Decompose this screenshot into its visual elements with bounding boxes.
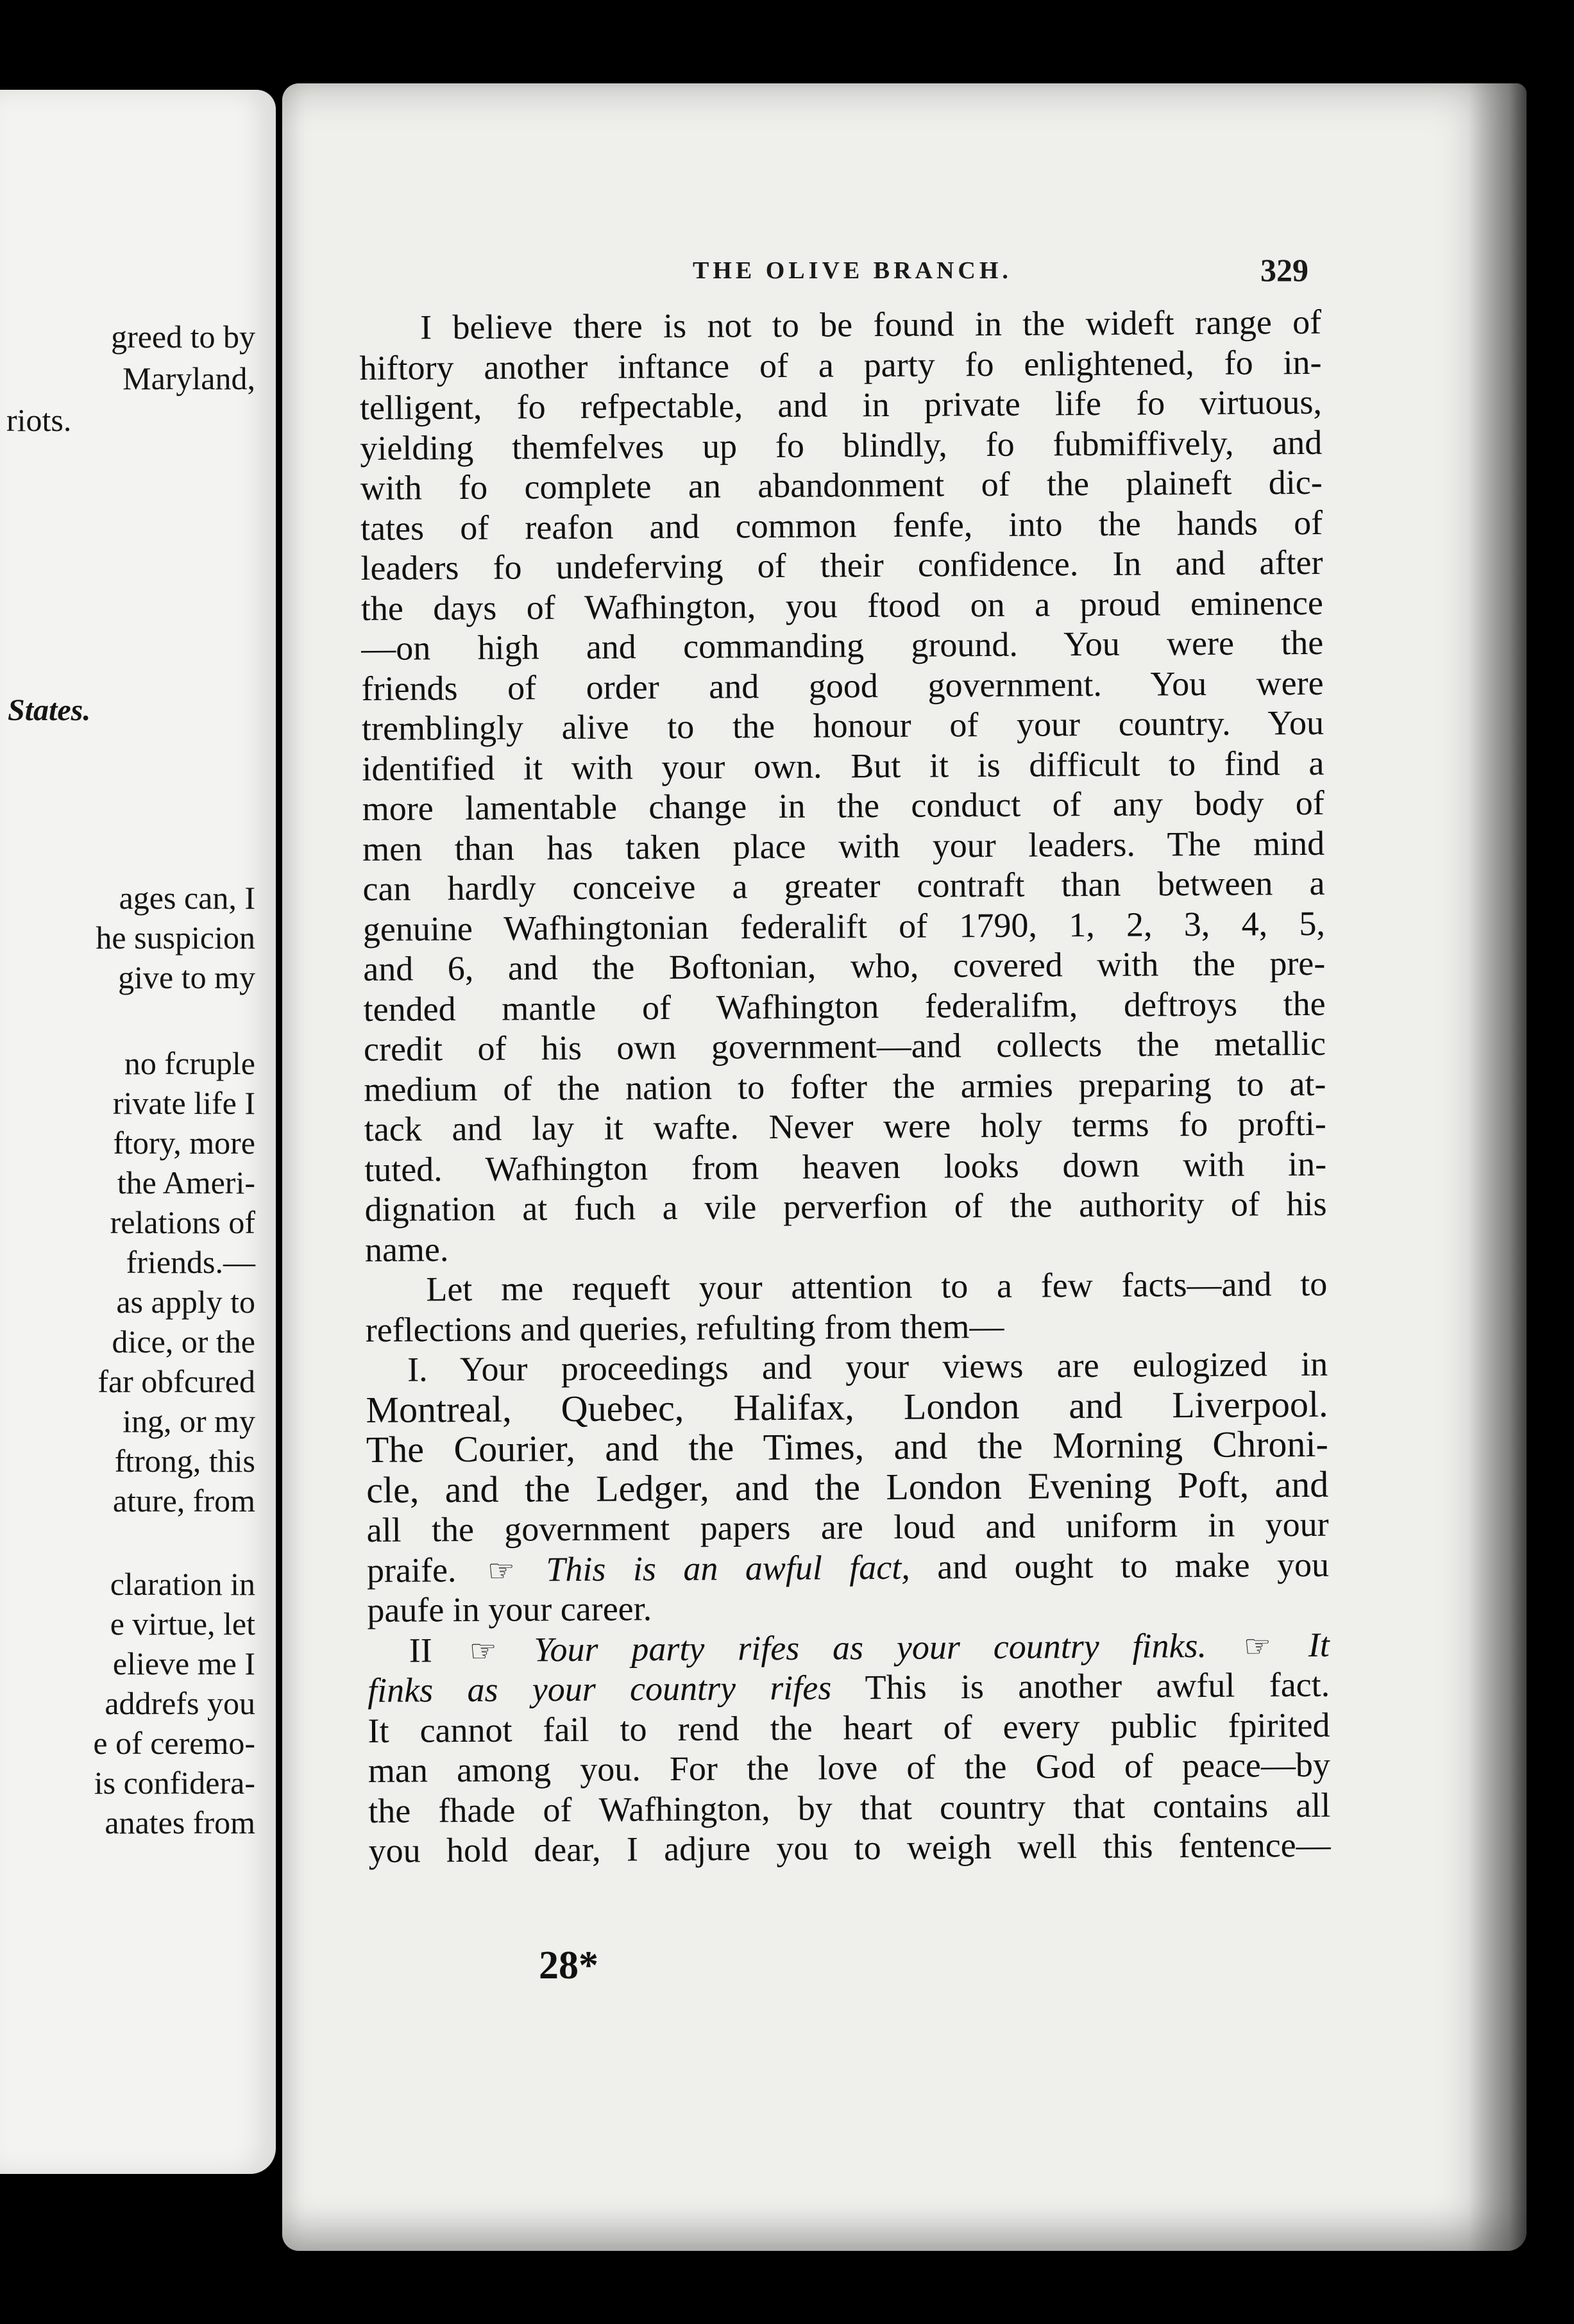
left-line: Maryland, (123, 360, 255, 396)
left-line: rivate life I (112, 1085, 255, 1121)
text-line: Montreal, Quebec, Halifax, London and Liverpool. (366, 1383, 1328, 1431)
pointing-hand-icon: ☞ (487, 1554, 516, 1588)
page-number: 329 (1260, 252, 1308, 288)
text-line: paufe in your career. (367, 1589, 652, 1629)
left-line: no fcruple (124, 1045, 255, 1081)
text-line: credit of his own government—and collects the metallic (363, 1023, 1326, 1068)
text-line: Let me requeft your attention to a few facts—and to (426, 1264, 1328, 1309)
text-line: The Courier, and the Times, and the Morning Chroni- (366, 1422, 1329, 1470)
text-line: tates of reafon and common fenfe, into the hands of (360, 503, 1323, 548)
signature-mark: 28* (539, 1944, 598, 1987)
left-line: e virtue, let (110, 1606, 255, 1642)
left-line: is confidera- (94, 1765, 255, 1801)
left-line: addrefs you (105, 1685, 255, 1721)
text-line: hiftory another inftance of a party fo enlightened, fo in- (359, 342, 1322, 387)
italic-fragment: finks as your country rifes (367, 1668, 832, 1710)
text-line: leaders fo undeferving of their confidence. In and after (360, 543, 1323, 587)
text-fragment: II (409, 1630, 432, 1670)
text-line: tack and lay it wafte. Never were holy terms fo profti- (364, 1104, 1326, 1149)
italic-fragment: Your party rifes as your country finks. (534, 1626, 1207, 1669)
text-line: I. Your proceedings and your views are eulogized in (407, 1344, 1328, 1389)
text-line: can hardly conceive a greater contraft than between a (362, 863, 1325, 908)
text-line: reflections and queries, refulting from them— (365, 1306, 1004, 1349)
text-line: I believe there is not to be found in the wideft range of (420, 302, 1322, 347)
text-line: man among you. For the love of the God of peace—by (368, 1745, 1331, 1790)
left-line: give to my (118, 959, 255, 995)
running-head: THE OLIVE BRANCH. (693, 257, 1012, 284)
left-line: anates from (105, 1805, 255, 1840)
text-line: dignation at fuch a vile perverfion of the authority of his (364, 1184, 1327, 1229)
left-heading: States. (8, 693, 91, 727)
left-line: greed to by (111, 319, 255, 355)
italic-fragment: It (1308, 1625, 1330, 1664)
left-line: elieve me I (112, 1646, 255, 1681)
right-page (282, 83, 1527, 2251)
text-line: medium of the nation to fofter the armies preparing to at- (364, 1064, 1326, 1109)
text-line: tended mantle of Wafhington federalifm, deftroys the (363, 984, 1326, 1029)
text-line: name. (364, 1229, 449, 1269)
text-line: tremblingly alive to the honour of your country. You (361, 703, 1324, 748)
text-line-mixed (368, 1665, 1330, 1711)
left-line: friends.— (126, 1244, 255, 1280)
left-line: riots. (6, 402, 72, 438)
text-line: more lamentable change in the conduct of any body of (362, 783, 1324, 828)
pointing-hand-icon: ☞ (1243, 1629, 1272, 1664)
text-line: tuted. Wafhington from heaven looks down with in- (364, 1144, 1327, 1189)
left-line: ature, from (112, 1483, 255, 1519)
left-line: claration in (110, 1566, 255, 1602)
text-line: telligent, fo refpectable, and in private life fo virtuous, (359, 382, 1323, 427)
text-fragment: This is another awful fact. (865, 1665, 1330, 1707)
body-text (359, 302, 1331, 1871)
text-line: yielding themfelves up fo blindly, fo fubmiffively, and (360, 423, 1323, 467)
text-line-mixed (367, 1544, 1329, 1590)
left-line: ing, or my (123, 1403, 255, 1439)
text-line: It cannot fail to rend the heart of every public fpirited (368, 1705, 1330, 1750)
text-line: men than has taken place with your leaders. The mind (362, 823, 1325, 868)
text-line: all the government papers are loud and uniform in your (366, 1504, 1329, 1549)
text-line: and 6, and the Boftonian, who, covered with the pre- (363, 943, 1326, 988)
text-line: the fhade of Wafhington, by that country that contains all (368, 1785, 1331, 1830)
left-line: he suspicion (96, 920, 255, 956)
page-edge-shadow (1469, 83, 1527, 2251)
text-line: genuine Wafhingtonian federalift of 1790, 1, 2, 3, 4, 5, (362, 904, 1326, 948)
text-fragment: and ought to make you (937, 1545, 1330, 1587)
left-line: ftrong, this (114, 1443, 255, 1479)
text-line: cle, and the Ledger, and the London Evening Poft, and (366, 1463, 1329, 1511)
left-line: ftory, more (113, 1125, 255, 1161)
left-line: ages can, I (119, 880, 255, 916)
text-line: the days of Wafhington, you ftood on a proud eminence (360, 583, 1324, 628)
left-page-fragment (0, 90, 276, 2174)
left-line: dice, or the (112, 1324, 255, 1360)
italic-fragment: This is an awful fact, (546, 1547, 910, 1588)
left-line: the Ameri- (117, 1165, 255, 1200)
text-line: friends of order and good government. You were (361, 663, 1324, 708)
left-line: relations of (110, 1204, 255, 1240)
left-line: as apply to (116, 1284, 255, 1320)
left-line: e of ceremo- (93, 1725, 255, 1761)
text-line: you hold dear, I adjure you to weigh well this fentence— (368, 1825, 1331, 1870)
text-line: identified it with your own. But it is difficult to find a (362, 743, 1324, 788)
text-fragment: praife. (366, 1550, 457, 1590)
text-line: —on high and commanding ground. You were the (361, 623, 1324, 668)
text-line: with fo complete an abandonment of the plaineft dic- (360, 462, 1323, 507)
pointing-hand-icon: ☞ (469, 1634, 497, 1669)
left-line: far obfcured (97, 1363, 255, 1399)
text-line-mixed (368, 1624, 1330, 1671)
